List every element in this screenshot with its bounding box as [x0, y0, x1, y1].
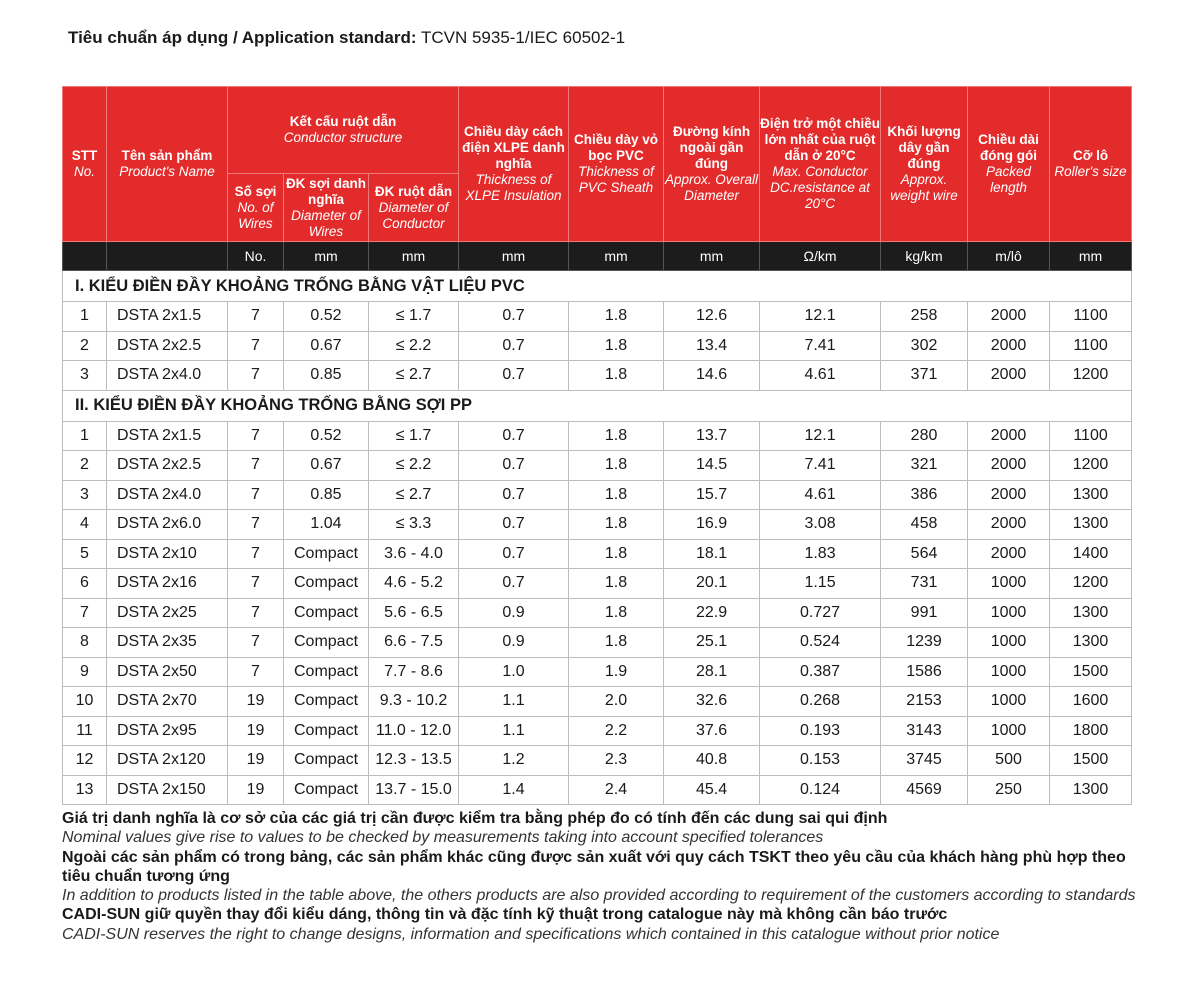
- table-row: [63, 746, 1132, 776]
- table-cell: 4.61: [760, 480, 881, 510]
- table-row: [63, 331, 1132, 361]
- unit-cell: mm: [369, 242, 459, 271]
- table-cell: 1000: [968, 657, 1050, 687]
- table-cell: ≤ 3.3: [369, 510, 459, 540]
- table-cell: 0.7: [459, 451, 569, 481]
- table-row: [63, 302, 1132, 332]
- footnotes: [62, 809, 1137, 944]
- table-cell: 0.7: [459, 361, 569, 391]
- table-cell: 28.1: [664, 657, 760, 687]
- table-cell: 3: [63, 361, 107, 391]
- table-cell: 1.8: [569, 331, 664, 361]
- table-cell: 371: [881, 361, 968, 391]
- table-row: [63, 361, 1132, 391]
- table-cell: 1100: [1050, 421, 1132, 451]
- table-cell: 5: [63, 539, 107, 569]
- table-cell: 13.7: [664, 421, 760, 451]
- table-cell: 2.3: [569, 746, 664, 776]
- table-cell: 1300: [1050, 628, 1132, 658]
- table-cell: 18.1: [664, 539, 760, 569]
- table-cell: DSTA 2x70: [107, 687, 228, 717]
- table-cell: 2: [63, 331, 107, 361]
- table-cell: 7: [228, 421, 284, 451]
- header-conductor-diameter: ĐK ruột dẫn Diameter of Conductor: [369, 174, 459, 242]
- table-cell: 7: [228, 510, 284, 540]
- header-name: Tên sản phẩm Product's Name: [107, 87, 228, 242]
- table-cell: 0.52: [284, 421, 369, 451]
- table-cell: 0.85: [284, 361, 369, 391]
- table-cell: 1.8: [569, 302, 664, 332]
- table-cell: Compact: [284, 539, 369, 569]
- table-cell: 15.7: [664, 480, 760, 510]
- note-2-en: In addition to products listed in the table above, the others products are also provided according to requirement of the customers according to standards: [62, 887, 1136, 905]
- table-cell: 1000: [968, 716, 1050, 746]
- table-cell: 2000: [968, 480, 1050, 510]
- table-cell: 1.8: [569, 510, 664, 540]
- table-cell: 12.1: [760, 421, 881, 451]
- table-cell: 1.8: [569, 539, 664, 569]
- table-cell: 1300: [1050, 480, 1132, 510]
- section-header-row: [63, 390, 1132, 421]
- table-cell: 1.8: [569, 451, 664, 481]
- table-cell: 0.7: [459, 421, 569, 451]
- table-cell: 3: [63, 480, 107, 510]
- table-cell: Compact: [284, 628, 369, 658]
- table-cell: 1: [63, 421, 107, 451]
- table-cell: 1.8: [569, 628, 664, 658]
- table-cell: ≤ 1.7: [369, 421, 459, 451]
- table-cell: 1200: [1050, 451, 1132, 481]
- table-cell: ≤ 1.7: [369, 302, 459, 332]
- standard-label: Tiêu chuẩn áp dụng / Application standard:: [68, 28, 417, 47]
- unit-cell: m/lô: [968, 242, 1050, 271]
- table-cell: 8: [63, 628, 107, 658]
- table-cell: 7: [228, 569, 284, 599]
- table-cell: 10: [63, 687, 107, 717]
- table-cell: Compact: [284, 687, 369, 717]
- table-cell: 1300: [1050, 510, 1132, 540]
- table-cell: 0.7: [459, 510, 569, 540]
- table-cell: 1.8: [569, 361, 664, 391]
- table-cell: 14.5: [664, 451, 760, 481]
- table-cell: 6.6 - 7.5: [369, 628, 459, 658]
- table-cell: 1.8: [569, 598, 664, 628]
- header-roller: Cỡ lô Roller's size: [1050, 87, 1132, 242]
- table-cell: 1000: [968, 598, 1050, 628]
- table-cell: 7: [63, 598, 107, 628]
- table-cell: 11.0 - 12.0: [369, 716, 459, 746]
- table-cell: Compact: [284, 775, 369, 805]
- table-cell: 3.6 - 4.0: [369, 539, 459, 569]
- table-row: [63, 539, 1132, 569]
- table-cell: 13.7 - 15.0: [369, 775, 459, 805]
- table-cell: 1.15: [760, 569, 881, 599]
- header-xlpe: Chiều dày cách điện XLPE danh nghĩa Thickness of XLPE Insulation: [459, 87, 569, 242]
- table-cell: 19: [228, 687, 284, 717]
- table-cell: 386: [881, 480, 968, 510]
- unit-cell: Ω/km: [760, 242, 881, 271]
- table-cell: Compact: [284, 569, 369, 599]
- table-cell: 250: [968, 775, 1050, 805]
- standard-value: TCVN 5935-1/IEC 60502-1: [420, 28, 626, 47]
- table-cell: 7: [228, 331, 284, 361]
- section-title: I. KIỂU ĐIỀN ĐẦY KHOẢNG TRỐNG BẰNG VẬT LIỆU PVC: [63, 271, 1132, 302]
- table-cell: ≤ 2.7: [369, 480, 459, 510]
- table-cell: 7.41: [760, 331, 881, 361]
- table-cell: 37.6: [664, 716, 760, 746]
- table-cell: 7: [228, 451, 284, 481]
- table-row: [63, 687, 1132, 717]
- header-wires: Số sợi No. of Wires: [228, 174, 284, 242]
- table-cell: 2.4: [569, 775, 664, 805]
- table-cell: 1000: [968, 628, 1050, 658]
- table-cell: 40.8: [664, 746, 760, 776]
- table-cell: 7.41: [760, 451, 881, 481]
- table-cell: 1.1: [459, 716, 569, 746]
- table-cell: 9.3 - 10.2: [369, 687, 459, 717]
- header-pvc: Chiều dày vỏ bọc PVC Thickness of PVC Sheath: [569, 87, 664, 242]
- table-cell: 0.124: [760, 775, 881, 805]
- table-cell: 13: [63, 775, 107, 805]
- table-cell: 2.2: [569, 716, 664, 746]
- table-cell: DSTA 2x16: [107, 569, 228, 599]
- table-cell: ≤ 2.7: [369, 361, 459, 391]
- table-cell: DSTA 2x6.0: [107, 510, 228, 540]
- table-cell: 12.1: [760, 302, 881, 332]
- cable-spec-table: [62, 86, 1132, 805]
- header-length: Chiều dài đóng gói Packed length: [968, 87, 1050, 242]
- table-cell: 458: [881, 510, 968, 540]
- table-cell: 3745: [881, 746, 968, 776]
- table-cell: DSTA 2x1.5: [107, 302, 228, 332]
- table-cell: 1586: [881, 657, 968, 687]
- table-cell: 12.6: [664, 302, 760, 332]
- table-body: [63, 271, 1132, 805]
- table-cell: 0.153: [760, 746, 881, 776]
- table-cell: 1.04: [284, 510, 369, 540]
- table-cell: Compact: [284, 746, 369, 776]
- table-cell: 1400: [1050, 539, 1132, 569]
- unit-cell: [63, 242, 107, 271]
- table-cell: 22.9: [664, 598, 760, 628]
- table-cell: 7: [228, 480, 284, 510]
- table-cell: 5.6 - 6.5: [369, 598, 459, 628]
- table-cell: 1500: [1050, 657, 1132, 687]
- table-cell: 11: [63, 716, 107, 746]
- table-cell: 7: [228, 628, 284, 658]
- table-cell: 7: [228, 657, 284, 687]
- table-cell: ≤ 2.2: [369, 331, 459, 361]
- table-cell: 2000: [968, 421, 1050, 451]
- table-cell: 0.9: [459, 598, 569, 628]
- table-row: [63, 628, 1132, 658]
- table-cell: 4: [63, 510, 107, 540]
- note-3-en: CADI-SUN reserves the right to change designs, information and specifications which contained in this catalogue without prior notice: [62, 925, 1000, 943]
- table-cell: 2000: [968, 361, 1050, 391]
- unit-cell: mm: [664, 242, 760, 271]
- section-title: II. KIỂU ĐIỀN ĐẦY KHOẢNG TRỐNG BẰNG SỢI PP: [63, 390, 1132, 421]
- table-cell: DSTA 2x35: [107, 628, 228, 658]
- table-cell: 500: [968, 746, 1050, 776]
- unit-cell: mm: [284, 242, 369, 271]
- table-cell: 2000: [968, 451, 1050, 481]
- table-cell: 3143: [881, 716, 968, 746]
- table-cell: 731: [881, 569, 968, 599]
- application-standard: [68, 28, 625, 48]
- table-cell: 19: [228, 775, 284, 805]
- table-cell: 1000: [968, 687, 1050, 717]
- table-cell: 7: [228, 539, 284, 569]
- table-row: [63, 480, 1132, 510]
- table-cell: 13.4: [664, 331, 760, 361]
- table-cell: DSTA 2x1.5: [107, 421, 228, 451]
- table-cell: 16.9: [664, 510, 760, 540]
- table-cell: Compact: [284, 657, 369, 687]
- table-cell: DSTA 2x4.0: [107, 480, 228, 510]
- table-cell: 0.7: [459, 569, 569, 599]
- table-cell: 0.67: [284, 451, 369, 481]
- table-cell: 0.727: [760, 598, 881, 628]
- table-cell: 19: [228, 716, 284, 746]
- table-cell: 7: [228, 302, 284, 332]
- table-cell: DSTA 2x4.0: [107, 361, 228, 391]
- header-resistance: Điện trở một chiều lớn nhất của ruột dẫn ở 20°C Max. Conductor DC.resistance at 20°C: [760, 87, 881, 242]
- note-3-vi: CADI-SUN giữ quyền thay đổi kiểu dáng, thông tin và đặc tính kỹ thuật trong catalogue này mà không cần báo trước: [62, 906, 948, 924]
- table-cell: 12.3 - 13.5: [369, 746, 459, 776]
- table-cell: 2.0: [569, 687, 664, 717]
- table-cell: 0.7: [459, 480, 569, 510]
- unit-cell: kg/km: [881, 242, 968, 271]
- table-cell: 1100: [1050, 331, 1132, 361]
- table-cell: 1500: [1050, 746, 1132, 776]
- table-cell: 280: [881, 421, 968, 451]
- table-cell: 1100: [1050, 302, 1132, 332]
- table-cell: 564: [881, 539, 968, 569]
- table-cell: DSTA 2x150: [107, 775, 228, 805]
- units-row: [63, 242, 1132, 271]
- table-cell: 4569: [881, 775, 968, 805]
- table-cell: DSTA 2x120: [107, 746, 228, 776]
- table-cell: 1.2: [459, 746, 569, 776]
- table-cell: 12: [63, 746, 107, 776]
- table-row: [63, 598, 1132, 628]
- table-row: [63, 451, 1132, 481]
- table-cell: DSTA 2x95: [107, 716, 228, 746]
- table-cell: Compact: [284, 716, 369, 746]
- table-cell: 2: [63, 451, 107, 481]
- table-cell: 1300: [1050, 775, 1132, 805]
- table-cell: 19: [228, 746, 284, 776]
- table-cell: 7.7 - 8.6: [369, 657, 459, 687]
- table-cell: 14.6: [664, 361, 760, 391]
- table-row: [63, 421, 1132, 451]
- table-cell: 1800: [1050, 716, 1132, 746]
- note-1-vi: Giá trị danh nghĩa là cơ sở của các giá trị cần được kiểm tra bằng phép đo có tính đến các dung sai qui định: [62, 810, 888, 827]
- table-cell: 991: [881, 598, 968, 628]
- table-cell: 0.7: [459, 302, 569, 332]
- table-row: [63, 775, 1132, 805]
- table-cell: 1239: [881, 628, 968, 658]
- table-cell: DSTA 2x10: [107, 539, 228, 569]
- header-wire-diameter: ĐK sợi danh nghĩa Diameter of Wires: [284, 174, 369, 242]
- table-row: [63, 657, 1132, 687]
- table-cell: 7: [228, 598, 284, 628]
- table-cell: 9: [63, 657, 107, 687]
- table-cell: DSTA 2x2.5: [107, 451, 228, 481]
- table-cell: 0.524: [760, 628, 881, 658]
- table-cell: 258: [881, 302, 968, 332]
- table-cell: 2153: [881, 687, 968, 717]
- table-cell: 0.9: [459, 628, 569, 658]
- table-cell: DSTA 2x2.5: [107, 331, 228, 361]
- table-cell: 1.9: [569, 657, 664, 687]
- table-cell: 0.193: [760, 716, 881, 746]
- table-cell: 1.4: [459, 775, 569, 805]
- table-cell: 4.6 - 5.2: [369, 569, 459, 599]
- table-cell: DSTA 2x25: [107, 598, 228, 628]
- table-cell: 45.4: [664, 775, 760, 805]
- header-conductor: Kết cấu ruột dẫn Conductor structure: [228, 87, 459, 174]
- table-cell: 6: [63, 569, 107, 599]
- table-cell: 32.6: [664, 687, 760, 717]
- table-cell: 1.1: [459, 687, 569, 717]
- header-weight: Khối lượng dây gần đúng Approx. weight wire: [881, 87, 968, 242]
- table-cell: 20.1: [664, 569, 760, 599]
- unit-cell: mm: [459, 242, 569, 271]
- table-row: [63, 716, 1132, 746]
- table-cell: 1: [63, 302, 107, 332]
- table-cell: 0.85: [284, 480, 369, 510]
- header-overall: Đường kính ngoài gần đúng Approx. Overall Diameter: [664, 87, 760, 242]
- table-cell: ≤ 2.2: [369, 451, 459, 481]
- table-cell: 1000: [968, 569, 1050, 599]
- table-cell: 1200: [1050, 361, 1132, 391]
- table-cell: 4.61: [760, 361, 881, 391]
- table-cell: 0.7: [459, 331, 569, 361]
- table-cell: 7: [228, 361, 284, 391]
- table-cell: 1200: [1050, 569, 1132, 599]
- table-cell: 1.0: [459, 657, 569, 687]
- table-cell: 1600: [1050, 687, 1132, 717]
- table-cell: 0.387: [760, 657, 881, 687]
- table-cell: 1300: [1050, 598, 1132, 628]
- table-cell: 0.67: [284, 331, 369, 361]
- table-row: [63, 569, 1132, 599]
- table-cell: Compact: [284, 598, 369, 628]
- unit-cell: mm: [569, 242, 664, 271]
- unit-cell: No.: [228, 242, 284, 271]
- table-cell: 2000: [968, 302, 1050, 332]
- table-cell: 0.52: [284, 302, 369, 332]
- table-cell: 1.8: [569, 569, 664, 599]
- table-cell: 2000: [968, 331, 1050, 361]
- table-cell: 0.7: [459, 539, 569, 569]
- table-cell: DSTA 2x50: [107, 657, 228, 687]
- table-cell: 3.08: [760, 510, 881, 540]
- section-header-row: [63, 271, 1132, 302]
- table-cell: 0.268: [760, 687, 881, 717]
- note-1-en: Nominal values give rise to values to be checked by measurements taking into account specified tolerances: [62, 829, 824, 847]
- table-cell: 25.1: [664, 628, 760, 658]
- table-cell: 321: [881, 451, 968, 481]
- table-cell: 2000: [968, 510, 1050, 540]
- header-stt: STT No.: [63, 87, 107, 242]
- table-row: [63, 510, 1132, 540]
- unit-cell: [107, 242, 228, 271]
- table-cell: 2000: [968, 539, 1050, 569]
- unit-cell: mm: [1050, 242, 1132, 271]
- table-cell: 1.8: [569, 480, 664, 510]
- note-2-vi: Ngoài các sản phẩm có trong bảng, các sản phẩm khác cũng được sản xuất với quy cách TSKT theo yêu cầu của khách hàng phù hợp theo tiêu chuẩn tương ứng: [62, 848, 1126, 885]
- table-cell: 302: [881, 331, 968, 361]
- table-cell: 1.83: [760, 539, 881, 569]
- table-cell: 1.8: [569, 421, 664, 451]
